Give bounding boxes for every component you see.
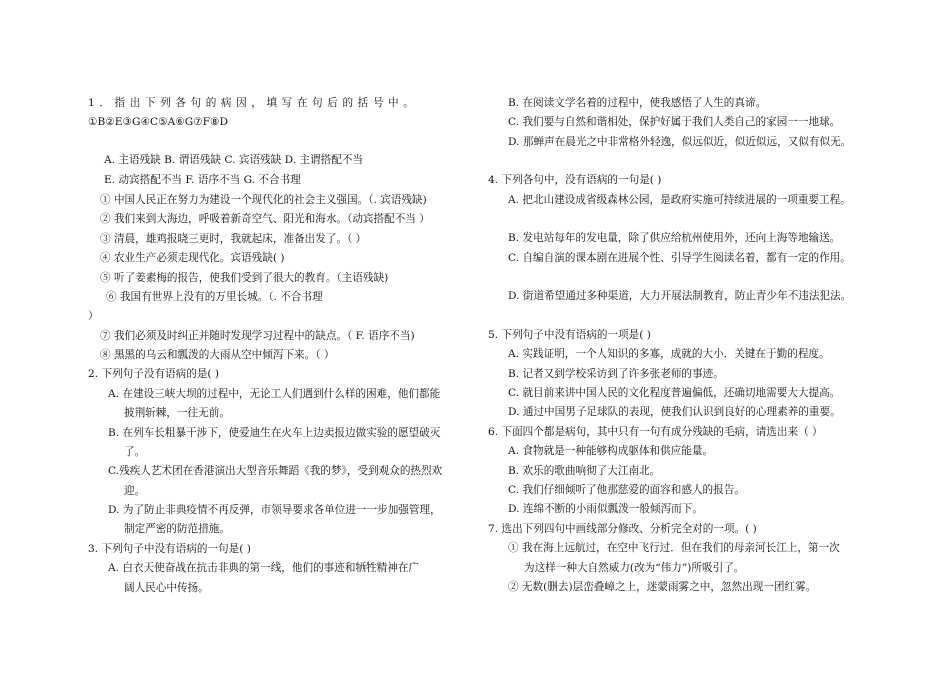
right-line-14: A. 食物就是一种能够构成躯体和供应能量。 (508, 445, 714, 457)
right-line-7: D. 街道希望通过多种渠道，大力开展法制教育，防止青少年不违法犯法。 (508, 290, 852, 302)
left-line-11: ⑦ 我们必须及时纠正并随时发现学习过程中的缺点。（ F. 语序不当) (100, 330, 415, 342)
right-line-11: C. 就目前来讲中国人民的文化程度普遍偏低，还确切地需要大大提高。 (508, 387, 841, 399)
left-line-22: 3. 下列句子中没有语病的一句是( ) (88, 543, 251, 555)
right-line-9: A. 实践证明，一个人知识的多寡，成就的大小．关键在于勤的程度。 (508, 348, 830, 360)
right-line-12: D. 通过中国男子足球队的表现，使我们认识到良好的心理素养的重要。 (508, 406, 841, 418)
left-line-1: ①B②E③G④C⑤A⑥G⑦F⑧D (88, 116, 229, 128)
left-line-20: D. 为了防止非典疫情不再反弹，市领导要求各单位进一一步加强管理， (108, 504, 441, 516)
right-line-16: C. 我们仔细倾听了他那慈爱的面容和感人的报告。 (508, 484, 745, 496)
right-line-6: C. 自编自演的课本剧在进展个性、引导学生阅读名着，都有一定的作用。 (508, 252, 851, 264)
left-line-13: 2. 下列句子没有语病的是( ) (88, 368, 220, 380)
right-line-17: D. 连绵不断的小雨似瓢泼一般倾泻而下。 (508, 503, 703, 515)
right-line-18: 7. 选出下列四句中画线部分修改、分析完全对的一项。( ) (488, 523, 757, 535)
right-line-10: B. 记者又到学校采访到了许多张老师的事迹。 (508, 368, 724, 380)
left-line-10: ） (88, 310, 99, 322)
right-line-0: B. 在阅读文学名着的过程中，使我感悟了人生的真谛。 (508, 97, 767, 109)
left-line-14: A. 在建设三峡大坝的过程中，无论工人们遇到什么样的困难，他们都能 (108, 388, 441, 400)
left-line-2: A. 主语残缺 B. 谓语残缺 C. 宾语残缺 D. 主谓搭配不当 (104, 154, 364, 166)
left-line-16: B. 在列车长粗暴干涉下，使爱迪生在火车上边卖报边做实验的愿望破灭 (108, 427, 441, 439)
right-line-13: 6. 下面四个都是病句，其中只有一句有成分残缺的毛病，请选出来（ ） (488, 426, 823, 438)
left-line-23: A. 白衣天使奋战在抗击非典的第一线，他们的事迹和牺牲精神在广 (108, 562, 420, 574)
left-line-8: ⑤ 听了姜素梅的报告，使我们受到了很大的教育。（主语残缺) (100, 272, 389, 284)
right-line-8: 5. 下列句子中没有语病的一项是( ) (488, 329, 651, 341)
left-line-3: E. 动宾搭配不当 F. 语序不当 G. 不合书理 (104, 174, 301, 186)
right-line-15: B. 欢乐的歌曲响彻了大江南北。 (508, 465, 661, 477)
right-line-19: ① 我在海上远航过，在空中飞行过．但在我们的母亲河长江上，第一次 (508, 542, 840, 554)
left-line-0: 1．指出下列各句的病因，填写在句后的括号中。 (88, 97, 419, 109)
right-line-5: B. 发电站每年的发电量，除了供应给杭州使用外，还向上海等地输送。 (508, 232, 841, 244)
left-line-7: ④ 农业生产必须走现代化。宾语残缺( ) (100, 252, 285, 264)
left-line-12: ⑧ 黑黑的乌云和瓢泼的大雨从空中倾泻下来。（ ） (100, 349, 335, 361)
left-line-6: ③ 清晨，雄鸡报晓三更时，我就起床，准备出发了。（ ） (100, 233, 367, 245)
left-line-4: ① 中国人民正在努力为建设一个现代化的社会主义强国。（. 宾语残缺) (100, 194, 427, 206)
left-line-21: 制定严密的防范措施。 (124, 523, 230, 535)
right-line-21: ② 无数(删去)层峦叠嶂之上，迷蒙雨雾之中，忽然出现一团红雾。 (508, 581, 817, 593)
right-line-20: 为这样一种大自然威力(改为“伟力”)所吸引了。 (524, 562, 745, 574)
right-line-2: D. 那蝉声在晨光之中非常格外轻逸，似远似近，似近似远，又似有似无。 (508, 136, 852, 148)
left-line-15: 披荆斩棘，一往无前。 (124, 407, 230, 419)
left-line-19: 迎。 (124, 485, 146, 497)
left-line-5: ② 我们来到大海边，呼吸着新奇空气、阳光和海水。（动宾搭配不当 ） (100, 213, 430, 225)
right-line-4: A. 把北山建设成省级森林公园，是政府实施可持续进展的一项重要工程。 (508, 194, 851, 206)
left-line-24: 阔人民心中传扬。 (124, 582, 209, 594)
left-line-18: C.残疾人艺术团在香港演出大型音乐舞蹈《我的梦》，受到观众的热烈欢 (108, 465, 443, 477)
left-line-9: ⑥ 我国有世界上没有的万里长城。（. 不合书理 (106, 291, 323, 303)
right-line-1: C. 我们要与自然和谐相处，保护好属于我们人类自己的家园一一地球。 (508, 116, 841, 128)
left-line-17: 了。 (124, 446, 146, 458)
right-line-3: 4. 下列各句中，没有语病的一句是( ) (488, 174, 662, 186)
